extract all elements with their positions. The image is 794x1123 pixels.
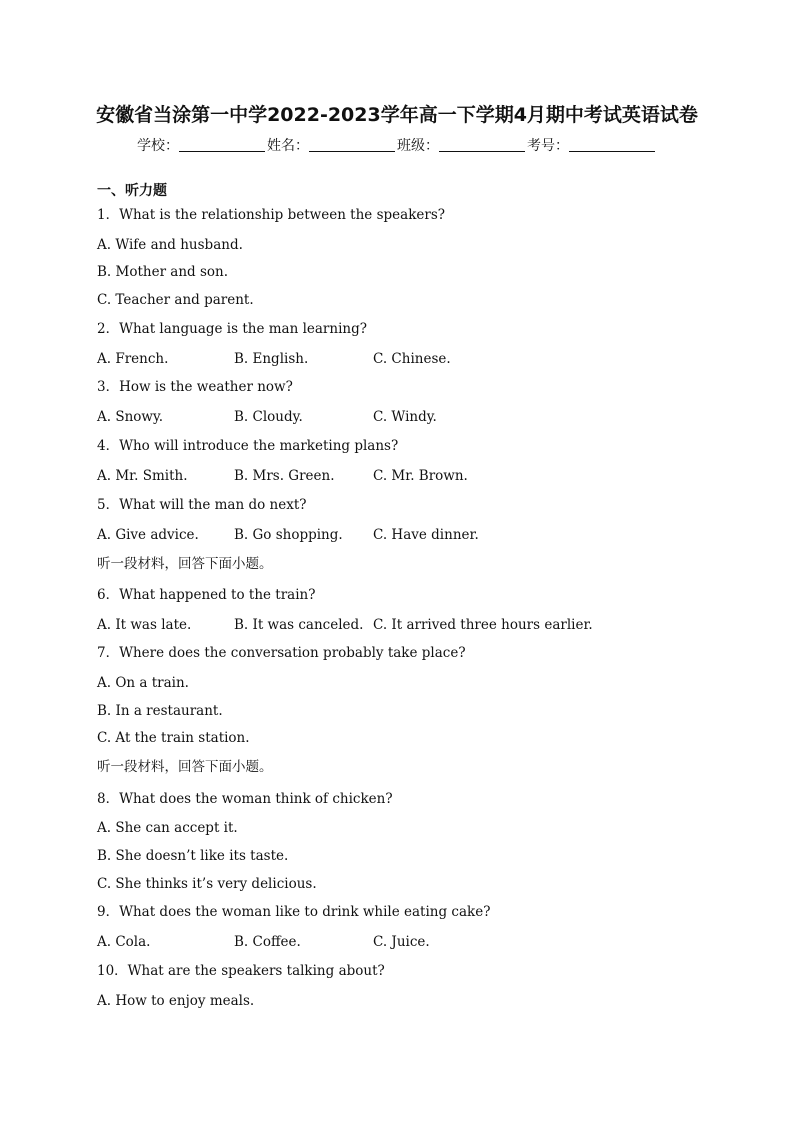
question-10-stem: 10．What are the speakers talking about? — [97, 963, 385, 979]
question-5-option-b: B. Go shopping. — [234, 527, 343, 543]
question-5-option-a: A. Give advice. — [97, 527, 199, 543]
section-heading: 一、听力题 — [97, 183, 167, 199]
question-9-option-b: B. Coffee. — [234, 934, 301, 950]
exam-title: 安徽省当涂第一中学2022-2023学年高一下学期4月期中考试英语试卷 — [96, 104, 698, 126]
school-blank[interactable] — [179, 137, 265, 152]
question-8-stem: 8．What does the woman think of chicken? — [97, 791, 393, 807]
question-4-option-b: B. Mrs. Green. — [234, 468, 335, 484]
question-3-stem: 3．How is the weather now? — [97, 379, 293, 395]
question-4-stem: 4．Who will introduce the marketing plans? — [97, 438, 399, 454]
number-label: 考号： — [527, 138, 569, 154]
question-2-option-b: B. English. — [234, 351, 309, 367]
question-7-option-b: B. In a restaurant. — [97, 703, 223, 719]
question-9-option-c: C. Juice. — [373, 934, 430, 950]
question-6-option-a: A. It was late. — [97, 617, 192, 633]
listening-instruction-2: 听一段材料，回答下面小题。 — [97, 759, 273, 775]
class-label: 班级： — [397, 138, 439, 154]
name-label: 姓名： — [267, 138, 309, 154]
name-blank[interactable] — [309, 137, 395, 152]
question-1-option-b: B. Mother and son. — [97, 264, 229, 280]
school-label: 学校： — [137, 138, 179, 154]
question-8-option-c: C. She thinks it’s very delicious. — [97, 876, 317, 892]
question-8-option-b: B. She doesn’t like its taste. — [97, 848, 289, 864]
class-blank[interactable] — [439, 137, 525, 152]
question-1-option-c: C. Teacher and parent. — [97, 292, 254, 308]
question-7-stem: 7．Where does the conversation probably take place? — [97, 645, 466, 661]
question-6-option-c: C. It arrived three hours earlier. — [373, 617, 593, 633]
student-info-line — [0, 135, 794, 155]
question-4-option-c: C. Mr. Brown. — [373, 468, 468, 484]
question-2-option-a: A. French. — [97, 351, 169, 367]
question-3-option-b: B. Cloudy. — [234, 409, 303, 425]
question-8-option-a: A. She can accept it. — [97, 820, 238, 836]
question-9-stem: 9．What does the woman like to drink while eating cake? — [97, 904, 491, 920]
listening-instruction-1: 听一段材料，回答下面小题。 — [97, 556, 273, 572]
question-2-option-c: C. Chinese. — [373, 351, 451, 367]
question-5-option-c: C. Have dinner. — [373, 527, 479, 543]
question-1-option-a: A. Wife and husband. — [97, 237, 243, 253]
question-2-stem: 2．What language is the man learning? — [97, 321, 367, 337]
question-6-stem: 6．What happened to the train? — [97, 587, 316, 603]
question-10-option-a: A. How to enjoy meals. — [97, 993, 255, 1009]
question-5-stem: 5．What will the man do next? — [97, 497, 307, 513]
question-7-option-c: C. At the train station. — [97, 730, 250, 746]
question-3-option-a: A. Snowy. — [97, 409, 164, 425]
question-7-option-a: A. On a train. — [97, 675, 189, 691]
number-blank[interactable] — [569, 137, 655, 152]
question-6-option-b: B. It was canceled. — [234, 617, 364, 633]
question-3-option-c: C. Windy. — [373, 409, 437, 425]
question-9-option-a: A. Cola. — [97, 934, 151, 950]
question-4-option-a: A. Mr. Smith. — [97, 468, 188, 484]
question-1-stem: 1．What is the relationship between the speakers? — [97, 207, 445, 223]
